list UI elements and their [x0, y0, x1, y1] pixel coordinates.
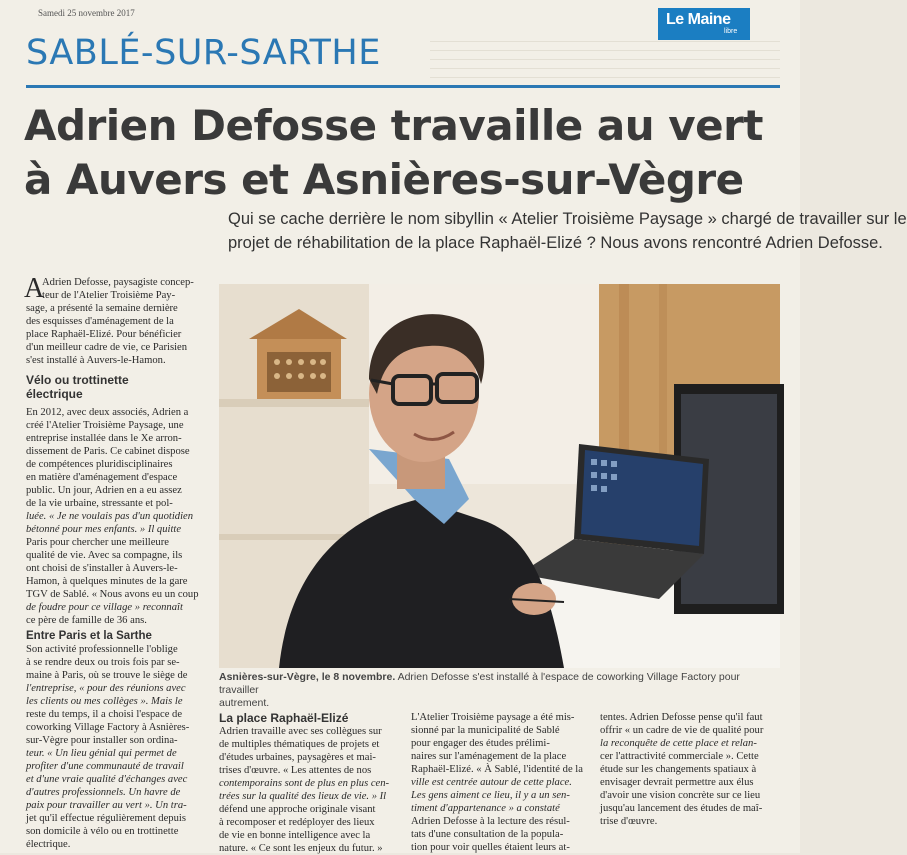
text-line: défend une approche originale visant	[219, 804, 376, 815]
text-line: dissement de Paris. Ce cabinet dispose	[26, 446, 190, 457]
text-line: Adrien Defosse, paysagiste concep-	[42, 277, 194, 288]
text-line: En 2012, avec deux associés, Adrien a	[26, 407, 189, 418]
text-line: L'Atelier Troisième paysage a été mis-	[411, 712, 575, 723]
column-4	[600, 711, 780, 828]
text-line: Son activité professionnelle l'oblige	[26, 644, 178, 655]
standfirst-line: projet de réhabilitation de la place Raphaël-Elizé ? Nous avons rencontré Adrien Defosse.	[228, 234, 883, 252]
text-line: sionné par la municipalité de Sablé	[411, 725, 560, 736]
text-line: son domicile à vélo ou en trottinette	[26, 826, 179, 837]
text-line: jet qu'il effectue régulièrement depuis	[26, 813, 186, 824]
text-line: de foudre pour ce village » reconnaît	[26, 602, 183, 613]
text-line: envisager devrait permettre aux élus	[600, 777, 754, 788]
text-line: s'est installé à Auvers-le-Hamon.	[26, 355, 166, 366]
text-line: l'entreprise, « pour des réunions avec	[26, 683, 186, 694]
text-line: ville est centrée autour de cette place.	[411, 777, 572, 788]
section-rule	[26, 85, 780, 88]
headline-line: à Auvers et Asnières-sur-Vègre	[24, 155, 744, 204]
paragraph-1	[26, 406, 212, 627]
column-3	[411, 711, 591, 854]
subheading-place: La place Raphaël-Elizé	[219, 711, 349, 725]
subheading-line: Vélo ou trottinette	[26, 373, 129, 387]
portrait-illustration	[219, 284, 780, 668]
text-line: de multiples thématiques de projets et	[219, 739, 380, 750]
text-line: tion pour voir quelles étaient leurs at-	[411, 842, 570, 853]
text-line: cer l'attractivité commerciale ». Cette	[600, 751, 759, 762]
text-line: d'un meilleur cadre de vie, ce Parisien	[26, 342, 188, 353]
text-line: Hamon, à quelques minutes de la gare	[26, 576, 188, 587]
text-line: qualité de vie. Avec sa compagne, ils	[26, 550, 183, 561]
text-line: à recomposer et redéployer des lieux	[219, 817, 375, 828]
subheading-line: électrique	[26, 387, 83, 401]
text-line: de compétences pluridisciplinaires	[26, 459, 173, 470]
standfirst	[228, 207, 907, 255]
caption-text: Adrien Defosse s'est installé à l'espace de coworking Village Factory pour travailler	[219, 671, 740, 696]
text-line: étude sur les changements spatiaux à	[600, 764, 757, 775]
column-2	[219, 711, 399, 855]
text-line: Adrien Defosse à la lecture des résul-	[411, 816, 570, 827]
text-line: ont choisi de s'installer à Auvers-le-	[26, 563, 178, 574]
article-photo	[219, 284, 780, 668]
text-line: timent d'appartenance » a constaté	[411, 803, 560, 814]
section-title: SABLÉ-SUR-SARTHE	[26, 33, 381, 73]
newspaper-logo	[658, 8, 750, 40]
text-line: offrir « un cadre de vie de qualité pour	[600, 725, 764, 736]
text-line: public. Un jour, Adrien en a eu assez	[26, 485, 182, 496]
text-line: place Raphaël-Elizé. Pour bénéficier	[26, 329, 182, 340]
standfirst-line: Qui se cache derrière le nom sibyllin « Atelier Troisième Paysage » chargé de travailler sur le	[228, 210, 907, 228]
text-line: reste du temps, il a choisi l'espace de	[26, 709, 183, 720]
bleed-through-texture	[430, 38, 780, 78]
text-line: profiter d'une communauté de travail	[26, 761, 184, 772]
text-line: naires sur l'aménagement de la place	[411, 751, 567, 762]
text-line: de la vie urbaine, stressante et pol-	[26, 498, 173, 509]
text-line: teur de l'Atelier Troisième Pay-	[42, 290, 176, 301]
text-line: d'autres professionnels. Un havre de	[26, 787, 181, 798]
text-line: Adrien travaille avec ses collègues sur	[219, 726, 382, 737]
text-line: électrique.	[26, 839, 71, 850]
text-line: entreprise installée dans le Xe arron-	[26, 433, 182, 444]
text-line: créé l'Atelier Troisième Paysage, une	[26, 420, 184, 431]
column-1	[24, 273, 212, 851]
text-line: de vie en bonne intelligence avec la	[219, 830, 371, 841]
logo-sub-text: libre	[724, 28, 738, 35]
text-line: Paris pour chercher une meilleure	[26, 537, 169, 548]
text-line: à se rendre deux ou trois fois par se-	[26, 657, 180, 668]
text-line: bétonné pour mes enfants. » Il quitte	[26, 524, 182, 535]
text-line: teur. « Un lieu génial qui permet de	[26, 748, 177, 759]
paragraph-2	[26, 643, 212, 851]
text-line: sage, a présenté la semaine dernière	[26, 303, 178, 314]
text-line: nature. « Ce sont les enjeux du futur. »	[219, 843, 383, 854]
headline-line: Adrien Defosse travaille au vert	[24, 101, 763, 150]
text-line: contemporains sont de plus en plus cen-	[219, 778, 390, 789]
text-line: luée. « Je ne voulais pas d'un quotidien	[26, 511, 194, 522]
text-line: trises d'œuvre. « Les attentes de nos	[219, 765, 372, 776]
text-line: d'études urbaines, paysagères et mai-	[219, 752, 376, 763]
text-line: Raphaël-Elizé. « À Sablé, l'identité de la	[411, 764, 583, 775]
text-line: trise d'œuvre.	[600, 816, 658, 827]
intro-paragraph	[24, 273, 212, 367]
text-line: coworking Village Factory à Asnières-	[26, 722, 190, 733]
logo-main-text: Le Maine	[666, 11, 731, 28]
caption-place-date: Asnières-sur-Vègre, le 8 novembre.	[219, 671, 396, 683]
text-line: des esquisses d'aménagement de la	[26, 316, 174, 327]
text-line: en matière d'aménagement d'espace	[26, 472, 178, 483]
headline	[24, 99, 784, 207]
photo-caption	[219, 671, 780, 710]
caption-text: autrement.	[219, 697, 270, 709]
text-line: TGV de Sablé. « Nous avons eu un coup	[26, 589, 199, 600]
text-line: et d'une vraie qualité d'échanges avec	[26, 774, 188, 785]
text-line: la reconquête de cette place et relan-	[600, 738, 757, 749]
subheading-velo	[26, 373, 212, 401]
text-line: d'avoir une vision concrète sur ce lieu	[600, 790, 761, 801]
text-line: sur-Vègre pour installer son ordina-	[26, 735, 178, 746]
text-line: pour engager des études prélimi-	[411, 738, 550, 749]
text-line: trées sur la qualité des lieux de vie. » Il	[219, 791, 387, 802]
subheading-paris-sarthe: Entre Paris et la Sarthe	[26, 630, 152, 642]
text-line: maine à Paris, où se trouve le siège de	[26, 670, 188, 681]
text-line: paix pour travailler au vert ». Un tra-	[26, 800, 187, 811]
text-line: Les gens aiment ce lieu, il y a un sen-	[411, 790, 570, 801]
issue-date: Samedi 25 novembre 2017	[38, 8, 135, 18]
text-line: tentes. Adrien Defosse pense qu'il faut	[600, 712, 763, 723]
text-line: jusqu'au lancement des études de maî-	[600, 803, 763, 814]
text-line: ce père de famille de 36 ans.	[26, 615, 147, 626]
drop-cap: A	[24, 273, 45, 304]
text-line: les clients ou mes collèges ». Mais le	[26, 696, 183, 707]
text-line: tats d'une consultation de la popula-	[411, 829, 564, 840]
